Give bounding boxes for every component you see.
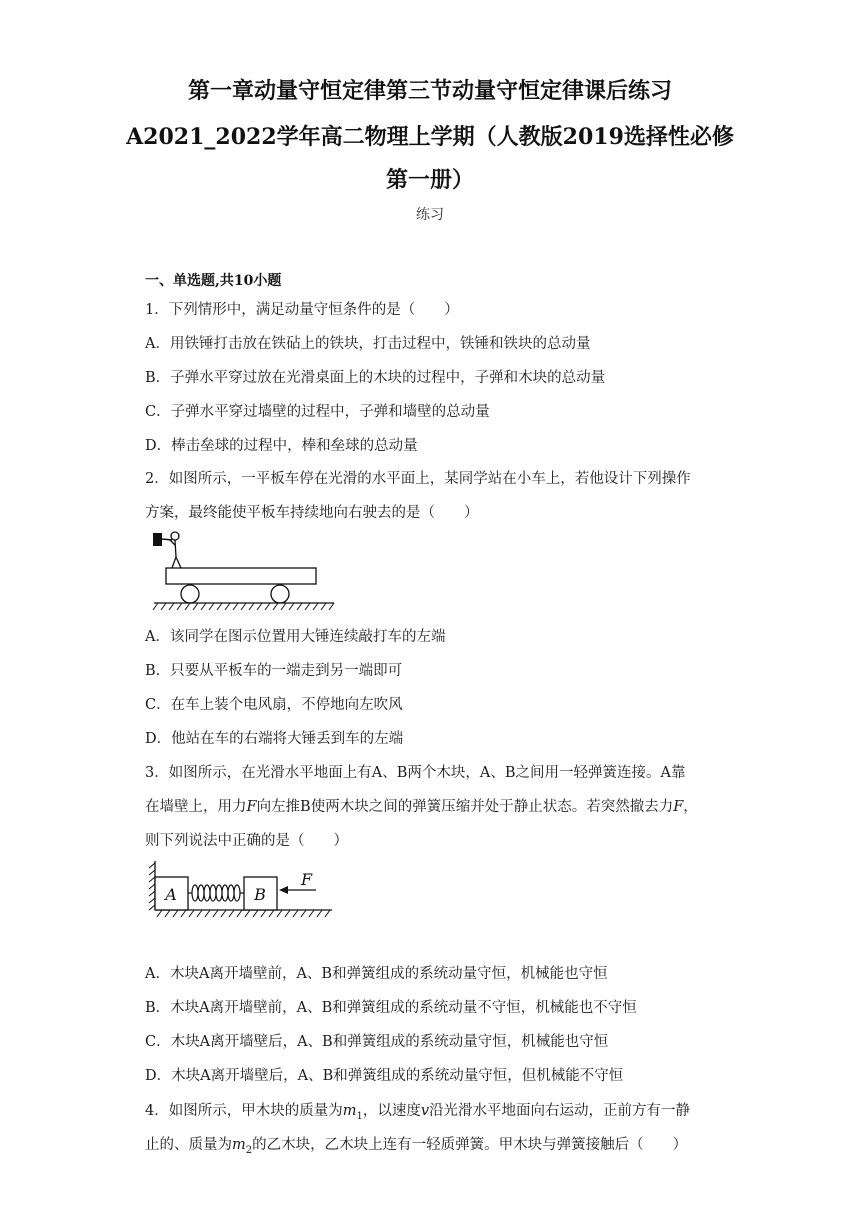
q3-option-b: B．木块A离开墙壁前，A、B和弹簧组成的系统动量不守恒，机械能也不守恒 [145, 1000, 637, 1016]
title-line-3: 第一册） [385, 167, 474, 193]
q1-option-a: A．用铁锤打击放在铁砧上的铁块，打击过程中，铁锤和铁块的总动量 [145, 336, 591, 352]
q2-option-c: C．在车上装个电风扇，不停地向左吹风 [145, 697, 403, 713]
spring-icon [192, 885, 240, 901]
cart-wheel-left [181, 585, 199, 603]
block-b-label: B [254, 885, 266, 904]
q4-stem-line-2: 止的、质量为$m_2$的乙木块，乙木块上连有一轻质弹簧。甲木块与弹簧接触后（ ） [145, 1137, 688, 1156]
q3-option-d: D．木块A离开墙壁后，A、B和弹簧组成的系统动量守恒，但机械能不守恒 [145, 1068, 624, 1084]
q3-spring-figure [146, 857, 336, 921]
subtitle: 练习 [416, 207, 444, 223]
person-head-icon [171, 532, 179, 540]
q2-stem-line-2: 方案，最终能使平板车持续地向右驶去的是（ ） [145, 505, 479, 521]
q2-option-b: B．只要从平板车的一端走到另一端即可 [145, 663, 403, 679]
q2-option-d: D．他站在车的右端将大锤丢到车的左端 [145, 731, 404, 747]
q3-stem-line-2: 在墙壁上，用力F向左推B使两木块之间的弹簧压缩并处于静止状态。若突然撤去力F， [145, 799, 698, 815]
arrow-head-icon [279, 886, 288, 894]
section-heading: 一、单选题,共10小题 [145, 273, 282, 289]
q3-stem-line-3: 则下列说法中正确的是（ ） [145, 833, 348, 849]
q3-option-c: C．木块A离开墙壁后，A、B和弹簧组成的系统动量守恒，机械能也守恒 [145, 1034, 609, 1050]
q1-option-b: B．子弹水平穿过放在光滑桌面上的木块的过程中，子弹和木块的总动量 [145, 370, 606, 386]
q4-stem-line-1: 4．如图所示，甲木块的质量为$m_1$，以速度v沿光滑水平地面向右运动，正前方有一静 [145, 1103, 691, 1122]
q1-stem: 1．下列情形中，满足动量守恒条件的是（ ） [145, 302, 459, 318]
q2-option-a: A．该同学在图示位置用大锤连续敲打车的左端 [145, 629, 446, 645]
title-line-1: 第一章动量守恒定律第三节动量守恒定律课后练习 [187, 78, 672, 104]
force-label: F [301, 870, 313, 889]
q1-option-d: D．棒击垒球的过程中，棒和垒球的总动量 [145, 438, 418, 454]
cart-wheel-right [271, 585, 289, 603]
q2-stem-line-1: 2．如图所示，一平板车停在光滑的水平面上，某同学站在小车上，若他设计下列操作 [145, 471, 691, 487]
hammer-head-icon [153, 533, 162, 546]
q1-option-c: C．子弹水平穿过墙壁的过程中，子弹和墙壁的总动量 [145, 404, 490, 420]
block-a-label: A [165, 885, 177, 904]
q3-stem-line-1: 3．如图所示，在光滑水平地面上有A、B两个木块，A、B之间用一轻弹簧连接。A靠 [145, 765, 686, 781]
title-line-2: A2021_2022学年高二物理上学期（人教版2019选择性必修 [126, 124, 734, 150]
cart-body [166, 568, 316, 584]
q3-option-a: A．木块A离开墙壁前，A、B和弹簧组成的系统动量守恒，机械能也守恒 [145, 966, 608, 982]
q2-cart-figure [150, 527, 340, 613]
